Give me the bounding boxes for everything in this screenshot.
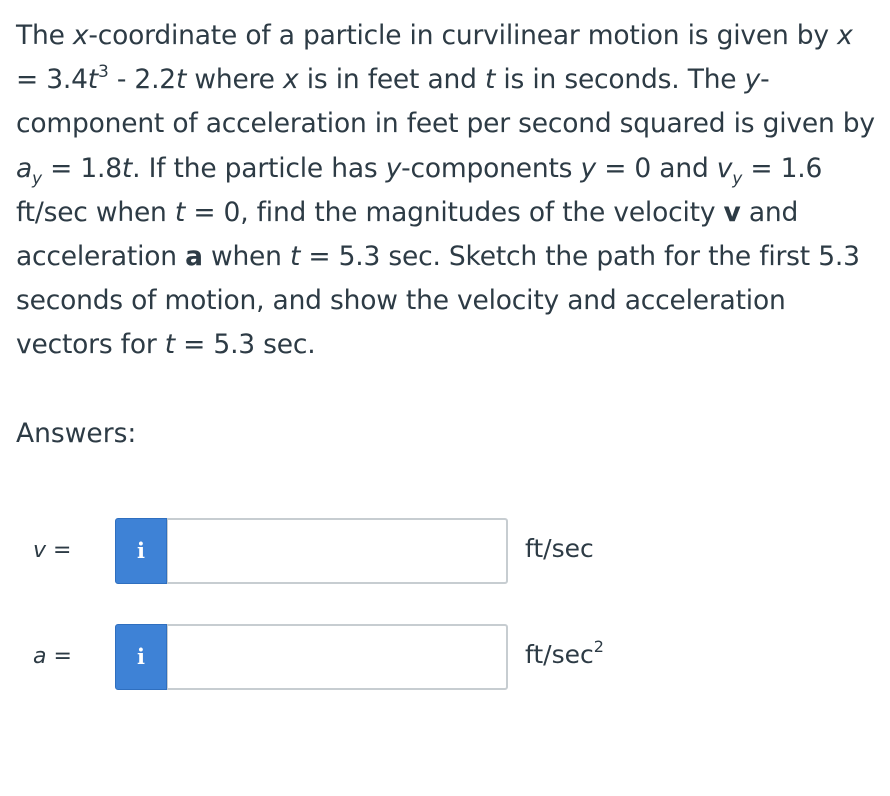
info-icon[interactable]: i	[115, 624, 167, 690]
problem-text: = 1.8	[41, 152, 122, 184]
vector-symbol: a	[185, 241, 203, 273]
problem-text: -components	[401, 152, 581, 184]
math-var: t	[121, 152, 133, 184]
problem-text: and acceleration	[16, 196, 799, 273]
vector-symbol: v	[723, 196, 741, 228]
answers-heading: Answers:	[16, 418, 137, 449]
acceleration-unit	[525, 624, 604, 690]
math-subscript: y	[32, 168, 42, 189]
unit-text: ft/sec	[525, 534, 594, 563]
problem-text: = 0 and	[595, 152, 717, 184]
problem-text: -coordinate of a particle in curvilinear motion is given by	[88, 20, 838, 51]
problem-text: is in seconds. The	[495, 64, 745, 96]
answer-label-velocity	[33, 518, 71, 584]
problem-text: is in feet and	[298, 64, 485, 96]
math-var: t	[484, 64, 496, 96]
velocity-unit	[525, 518, 594, 584]
info-icon[interactable]: i	[115, 518, 167, 584]
math-var: x	[283, 64, 299, 96]
math-var: t	[174, 196, 186, 228]
math-var: v	[716, 152, 733, 184]
problem-text: where	[186, 64, 284, 96]
math-subscript: y	[732, 168, 743, 189]
math-var: a	[16, 152, 33, 184]
equals-sign: =	[46, 644, 72, 669]
acceleration-answer-input[interactable]	[167, 624, 508, 690]
problem-text: = 5.3 sec. Sketch the path for the first 5.3 seconds of motion, and show the velocity and acceleration vectors for	[16, 241, 860, 361]
math-var: t	[175, 64, 187, 96]
math-var: x	[72, 20, 89, 51]
unit-text: ft/sec	[525, 640, 594, 669]
problem-text: . If the particle has	[132, 152, 386, 184]
exponent: 3	[97, 62, 109, 83]
math-var: t	[87, 64, 98, 96]
answer-row-velocity	[0, 518, 890, 584]
math-var: y	[385, 152, 402, 184]
problem-text: The	[16, 20, 73, 51]
problem-text: = 0, find the magnitudes of the velocity	[185, 196, 724, 228]
problem-text: = 3.4	[16, 64, 88, 96]
answer-var: v	[33, 538, 47, 563]
math-var: t	[164, 329, 175, 361]
equals-sign: =	[46, 538, 72, 563]
problem-text: = 5.3 sec.	[174, 329, 316, 361]
problem-text: = 1.6 ft/sec when	[16, 152, 823, 228]
math-var: t	[289, 241, 301, 273]
answer-row-acceleration	[0, 624, 890, 690]
problem-text: - 2.2	[108, 64, 176, 96]
problem-text: -component of acceleration in feet per second squared is given by	[16, 64, 875, 140]
velocity-answer-input[interactable]	[167, 518, 508, 584]
answer-var: a	[33, 644, 47, 669]
math-var: y	[744, 64, 761, 96]
math-var: y	[580, 152, 596, 184]
problem-statement	[16, 14, 882, 368]
problem-text: when	[202, 241, 290, 273]
answer-label-acceleration	[33, 624, 72, 690]
unit-exponent: 2	[593, 637, 604, 656]
math-var: x	[837, 20, 853, 51]
